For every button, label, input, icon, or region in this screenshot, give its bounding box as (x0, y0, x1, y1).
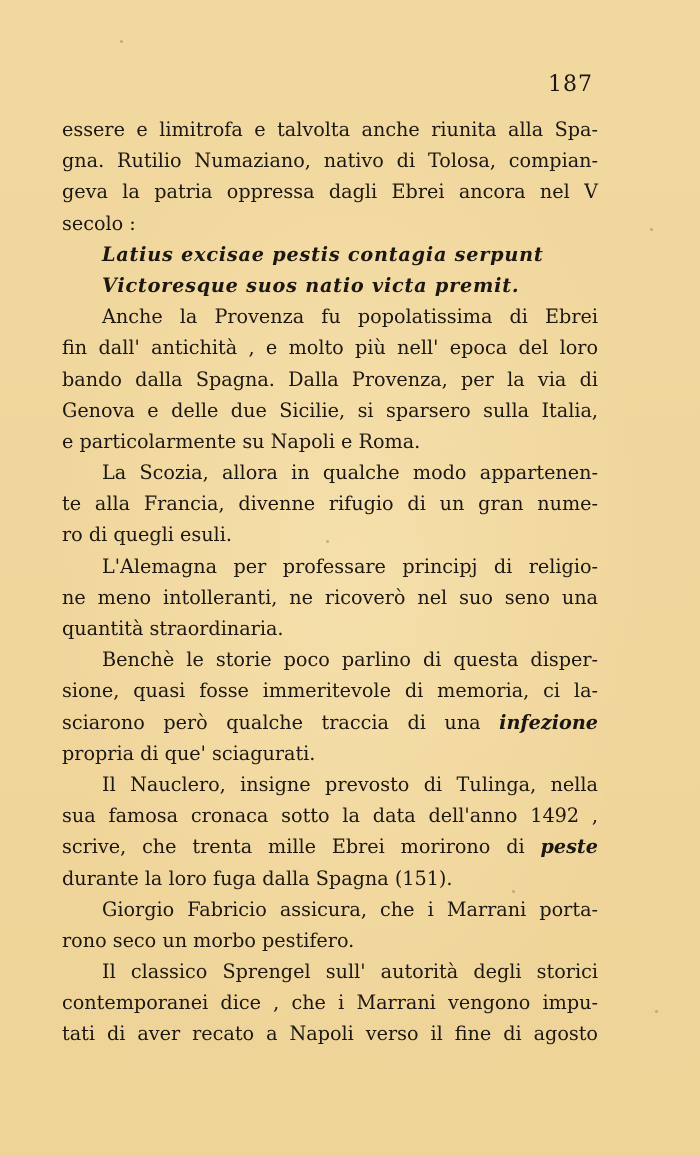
text-line: scrive, che trenta mille Ebrei morirono di peste (62, 835, 598, 859)
text-line: rono seco un morbo pestifero. (62, 928, 355, 952)
text-line: contemporanei dice , che i Marrani vengono impu- (62, 991, 598, 1015)
emphasis-word: infezione (499, 710, 598, 734)
text-line: sciarono però qualche traccia di una infezione (62, 710, 598, 734)
text-line: ne meno intolleranti, ne ricoverò nel suo seno una (62, 585, 598, 609)
text-line: durante la loro fuga dalla Spagna (151). (62, 866, 453, 890)
text-line: Il Nauclero, insigne prevosto di Tulinga, nella (102, 772, 598, 796)
paper-speck (650, 228, 653, 231)
text-line: Il classico Sprengel sull' autorità degli storici (102, 960, 598, 984)
text-line: essere e limitrofa e talvolta anche riunita alla Spa- (62, 118, 598, 141)
text-line: Genova e delle due Sicilie, si sparsero sulla Italia, (62, 398, 598, 422)
text-line: Benchè le storie poco parlino di questa disper- (102, 648, 598, 672)
text-line: L'Alemagna per professare principj di religio- (102, 554, 598, 578)
text-line: secolo : (62, 211, 136, 235)
verse-line: Latius excisae pestis contagia serpunt (102, 242, 544, 266)
paper-speck (512, 890, 515, 893)
text-line: fin dall' antichità , e molto più nell' epoca del loro (62, 336, 598, 360)
page-number: 187 (548, 72, 593, 97)
text-line: geva la patria oppressa dagli Ebrei ancora nel V (62, 180, 598, 204)
emphasis-word: peste (540, 835, 598, 859)
text-line: La Scozia, allora in qualche modo appartenen- (102, 461, 598, 485)
text-line: Anche la Provenza fu popolatissima di Ebrei (102, 305, 598, 329)
verse-line: Victoresque suos natio victa premit. (102, 273, 520, 297)
text-line: ro di quegli esuli. (62, 523, 232, 547)
text-line: te alla Francia, divenne rifugio di un gran nume- (62, 492, 598, 516)
paper-speck (655, 1010, 658, 1013)
text-line: sua famosa cronaca sotto la data dell'anno 1492 , (62, 804, 598, 828)
text-line: sione, quasi fosse immeritevole di memoria, ci la- (62, 679, 598, 703)
text-line: propria di que' sciagurati. (62, 741, 316, 765)
paper-speck (326, 540, 329, 543)
text-line: tati di aver recato a Napoli verso il fine di agosto (62, 1022, 598, 1046)
text-line: gna. Rutilio Numaziano, nativo di Tolosa, compian- (62, 149, 598, 173)
text-line: quantità straordinaria. (62, 617, 284, 640)
text-line: Giorgio Fabricio assicura, che i Marrani porta- (102, 897, 598, 921)
body-text (62, 114, 598, 1050)
text-line: bando dalla Spagna. Dalla Provenza, per la via di (62, 367, 598, 391)
text-line: e particolarmente su Napoli e Roma. (62, 429, 421, 453)
paper-speck (120, 40, 123, 43)
